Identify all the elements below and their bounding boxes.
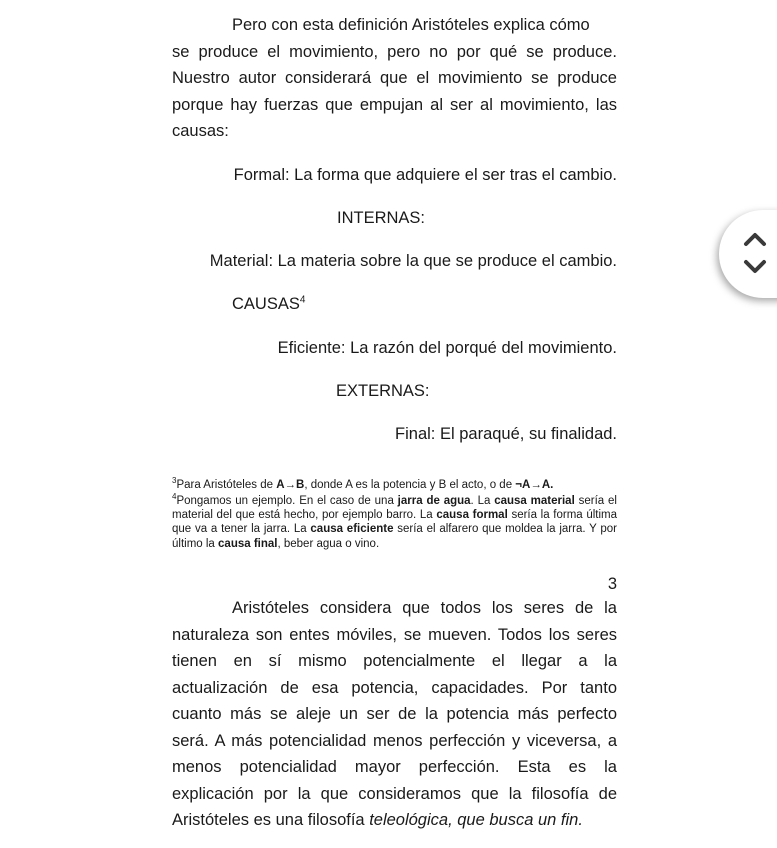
intro-rest: se produce el movimiento, pero no por qué se produce. Nuestro autor considerará que el movimiento se produce porque hay fuerzas que empujan al ser al movimiento, las causas: <box>172 42 617 140</box>
page-number: 3 <box>607 575 617 593</box>
causas-text: CAUSAS <box>232 295 300 313</box>
intro-first-line: Pero con esta definición Aristóteles explica cómo <box>232 16 590 34</box>
label-internas: INTERNAS: <box>337 209 426 227</box>
label-externas: EXTERNAS: <box>336 382 430 400</box>
footnote-4: $^4$Pongamos un ejemplo. En el caso de una jarra de agua. La causa material sería el material del que está hecho, por ejemplo barro. La causa formal sería la forma última que va a tener la jarra. La causa eficiente sería el alfarero que moldea la jarra. Y por último la causa final, beber agua o vino. <box>172 492 618 550</box>
cause-material: Material: La materia sobre la que se produce el cambio. <box>209 252 617 270</box>
intro-paragraph <box>172 12 617 145</box>
body-italic-text: teleológica, que busca un fin. <box>369 811 583 829</box>
previous-page-button[interactable] <box>741 229 769 249</box>
next-page-button[interactable] <box>741 257 769 277</box>
page-navigation-widget <box>719 210 777 298</box>
footnote-4-number: 4 <box>172 492 177 502</box>
chevron-up-icon <box>741 229 769 249</box>
cause-eficiente: Eficiente: La razón del porqué del movimiento. <box>277 339 617 357</box>
cause-final: Final: El paraqué, su finalidad. <box>395 425 617 443</box>
body-text: Aristóteles considera que todos los seres de la naturaleza son entes móviles, se mueven. Todos los seres tienen en sí mismo potencialmente el llegar a la actualización de esa potencia, capacidades. Por tanto cuanto más se aleje un ser de la potencia más perfecto será. A más potencialidad menos perfección y viceversa, a menos potencialidad mayor perfección. Esta es la explicación por la que consideramos que la filosofía de Aristóteles es una filosofía <box>172 599 617 829</box>
body-paragraph <box>172 595 617 834</box>
label-causas <box>232 295 305 314</box>
footnote-3: $^3$Para Aristóteles de A→B, donde A es la potencia y B el acto, o de ¬A→A. <box>172 476 554 491</box>
footnote-3-number: 3 <box>172 476 177 486</box>
causas-footnote-ref[interactable]: 4 <box>299 294 306 306</box>
chevron-down-icon <box>741 257 769 277</box>
cause-formal: Formal: La forma que adquiere el ser tras el cambio. <box>233 166 617 184</box>
